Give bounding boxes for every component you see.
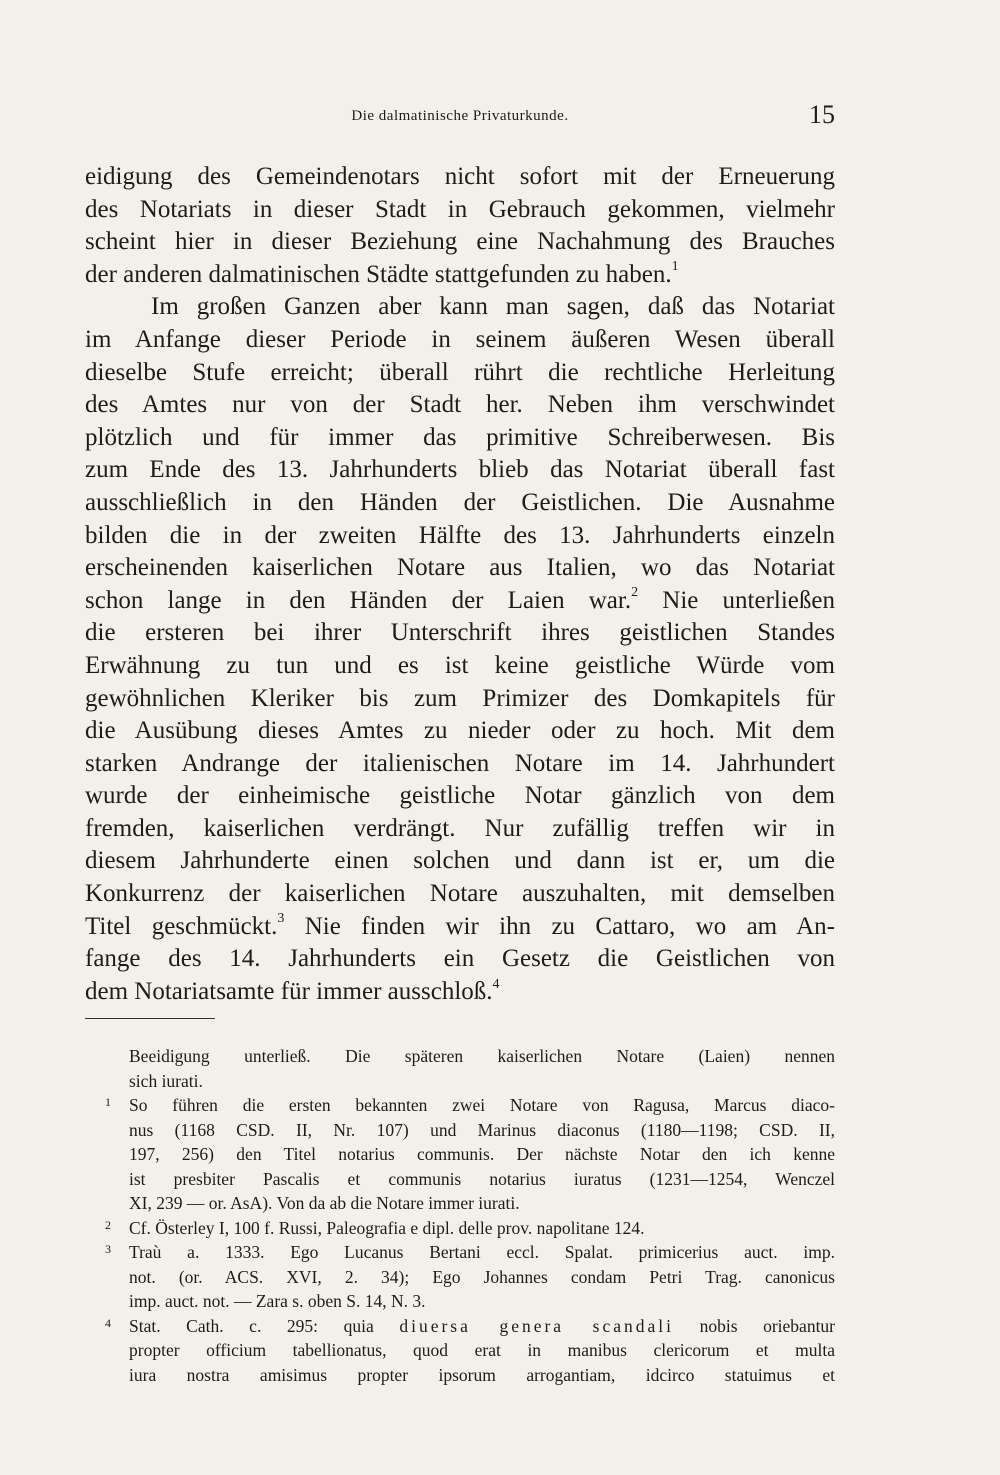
text-line: des Notariats in dieser Stadt in Gebrauch gekommen, vielmehr: [85, 195, 835, 223]
text-line: bilden die in der zweiten Hälfte des 13. Jahrhunderts einzeln: [85, 521, 835, 549]
text-line: die ersteren bei ihrer Unterschrift ihres geistlichen Standes: [85, 619, 835, 647]
text-line: Konkurrenz der kaiserlichen Notare auszuhalten, mit demselben: [85, 880, 835, 908]
footnote-line: Cf. Österley I, 100 f. Russi, Paleografia e dipl. delle prov. napolitane 124.: [129, 1217, 645, 1238]
spaced-quote: diuersa genera scandali: [399, 1315, 674, 1336]
page-header: [85, 100, 835, 140]
footnote-3: [85, 1240, 835, 1314]
paragraph-start-line: Im großen Ganzen aber kann man sagen, daß das Notariat: [151, 293, 835, 321]
footnote-number: 3: [105, 1242, 111, 1256]
text-line: Titel geschmückt.$^3$ Nie finden wir ihn zu Cattaro, wo am An-: [85, 911, 835, 940]
footnote-line: XI, 239 — or. AsA). Von da ab die Notare immer iurati.: [129, 1193, 520, 1213]
footnote-number: 1: [105, 1095, 111, 1109]
footnote-line: iura nostra amisimus propter ipsorum arrogantiam, idcirco statuimus et: [129, 1364, 835, 1385]
footnotes: [85, 1044, 835, 1387]
text-line: plötzlich und für immer das primitive Schreiberwesen. Bis: [85, 423, 835, 451]
footnote-2: [85, 1216, 835, 1241]
text-line: gewöhnlichen Kleriker bis zum Primizer des Domkapitels für: [85, 684, 835, 712]
page-number: 15: [809, 100, 835, 129]
text-line: im Anfange dieser Periode in seinem äußeren Wesen überall: [85, 325, 835, 353]
text-line: starken Andrange der italienischen Notare im 14. Jahrhundert: [85, 749, 835, 777]
footnote-line: nus (1168 CSD. II, Nr. 107) und Marinus diaconus (1180—1198; CSD. II,: [129, 1119, 835, 1140]
footnote-line: ist presbiter Pascalis et communis notarius iuratus (1231—1254, Wenczel: [129, 1168, 835, 1189]
footnote-1: [85, 1093, 835, 1216]
footnote-line: Beeidigung unterließ. Die späteren kaiserlichen Notare (Laien) nennen: [129, 1046, 835, 1066]
footnote-line: Stat. Cath. c. 295: quia diuersa genera scandali nobis oriebantur: [129, 1315, 836, 1336]
text-line: ausschließlich in den Händen der Geistlichen. Die Ausnahme: [85, 488, 835, 516]
footnote-continuation: [85, 1044, 835, 1093]
text-line: erscheinenden kaiserlichen Notare aus Italien, wo das Notariat: [85, 554, 835, 582]
text-line: wurde der einheimische geistliche Notar gänzlich von dem: [85, 782, 835, 810]
text-line: eidigung des Gemeindenotars nicht sofort mit der Erneuerung: [85, 163, 835, 190]
text-line: dem Notariatsamte für immer ausschloß.$^4$: [85, 976, 500, 1005]
footnote-line: propter officium tabellionatus, quod erat in manibus clericorum et multa: [129, 1340, 835, 1360]
text-line: scheint hier in dieser Beziehung eine Nachahmung des Brauches: [85, 228, 835, 256]
footnote-line: Traù a. 1333. Ego Lucanus Bertani eccl. Spalat. primicerius auct. imp.: [129, 1242, 835, 1262]
footnote-ref: 1: [671, 259, 679, 275]
footnote-number: 4: [105, 1315, 111, 1330]
footnote-4: [85, 1314, 835, 1388]
running-title: Die dalmatinische Privaturkunde.: [351, 108, 569, 124]
footnote-ref: 2: [631, 585, 639, 601]
footnote-ref: 4: [492, 976, 500, 992]
text-line: der anderen dalmatinischen Städte stattgefunden zu haben.$^1$: [85, 259, 679, 288]
footnote-line: So führen die ersten bekannten zwei Notare von Ragusa, Marcus diaco-: [129, 1095, 835, 1115]
text-line: dieselbe Stufe erreicht; überall rührt die rechtliche Herleitung: [85, 358, 835, 386]
main-text: [85, 161, 835, 1008]
text-line: Erwähnung zu tun und es ist keine geistliche Würde vom: [85, 651, 835, 679]
text-line: diesem Jahrhunderte einen solchen und dann ist er, um die: [85, 847, 835, 875]
footnote-line: 197, 256) den Titel notarius communis. Der nächste Notar den ich kenne: [129, 1144, 835, 1164]
text-line: schon lange in den Händen der Laien war.$^2$ Nie unterließen: [85, 585, 835, 614]
footnote-ref: 3: [277, 911, 285, 927]
footnote-line: imp. auct. not. — Zara s. oben S. 14, N. 3.: [129, 1291, 426, 1311]
footnote-line: sich iurati.: [129, 1070, 203, 1091]
text-line: fremden, kaiserlichen verdrängt. Nur zufällig treffen wir in: [85, 814, 835, 842]
text-line: fange des 14. Jahrhunderts ein Gesetz die Geistlichen von: [85, 945, 835, 973]
text-line: zum Ende des 13. Jahrhunderts blieb das Notariat überall fast: [85, 456, 835, 484]
text-line: des Amtes nur von der Stadt her. Neben ihm verschwindet: [85, 391, 835, 419]
footnote-number: 2: [105, 1217, 111, 1232]
text-line: die Ausübung dieses Amtes zu nieder oder zu hoch. Mit dem: [85, 717, 835, 745]
footnote-separator: [85, 1018, 215, 1019]
footnote-line: not. (or. ACS. XVI, 2. 34); Ego Johannes condam Petri Trag. canonicus: [129, 1266, 835, 1287]
